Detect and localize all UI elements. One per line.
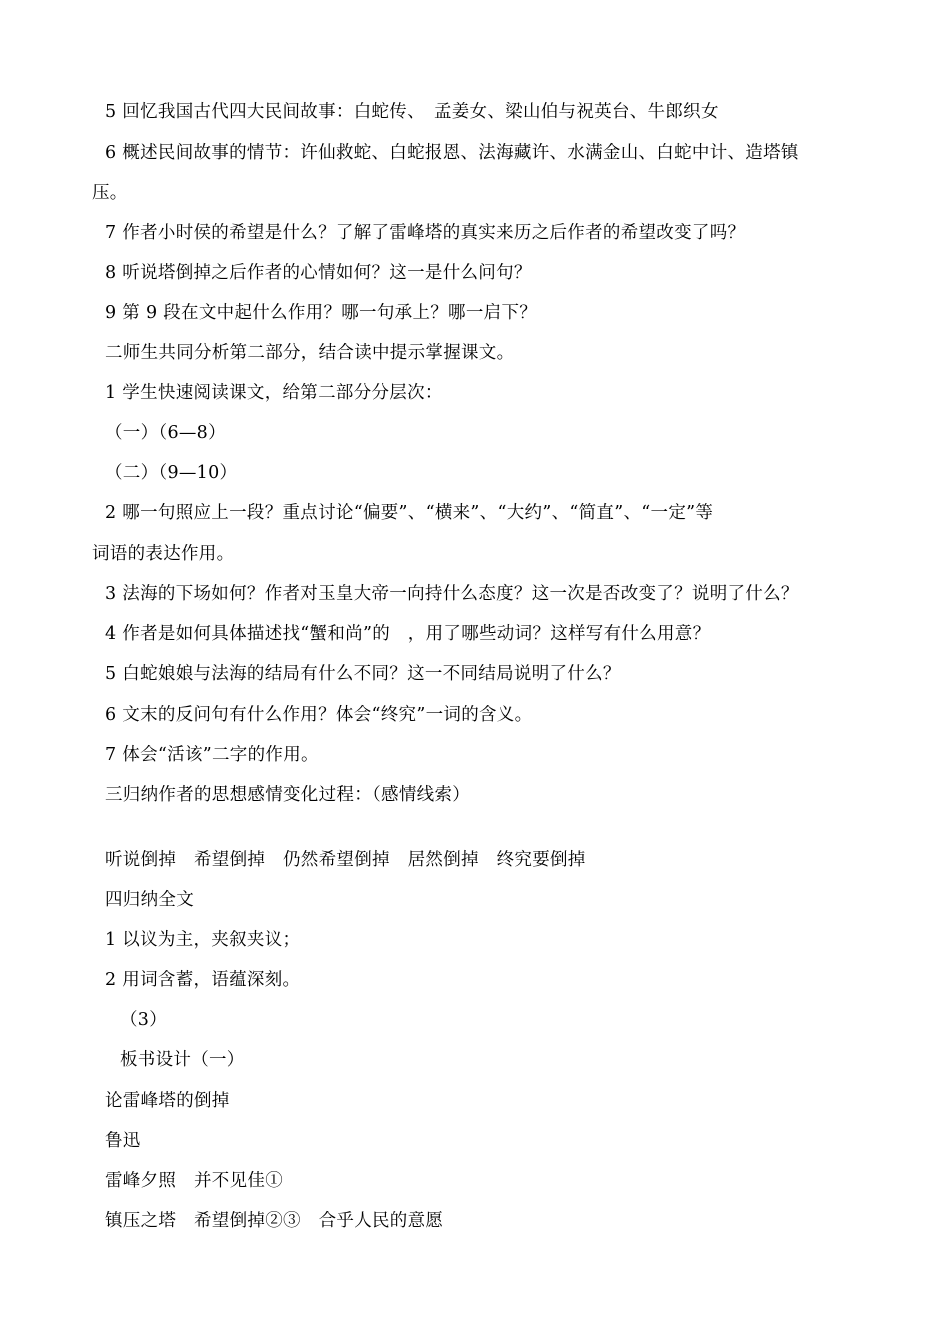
text-line-3: 压。 (92, 183, 128, 203)
text-line-18: 三归纳作者的思想感情变化过程：（感情线索） (105, 785, 471, 805)
text-line-12: 词语的表达作用。 (92, 544, 235, 564)
text-line-14: 4 作者是如何具体描述找“蟹和尚”的 ，用了哪些动词？这样写有什么用意？ (105, 624, 711, 644)
text-line-2: 6 概述民间故事的情节：许仙救蛇、白蛇报恩、法海藏许、水满金山、白蛇中计、造塔镇 (105, 143, 799, 163)
text-line-8: 1 学生快速阅读课文，给第二部分分层次： (105, 383, 443, 403)
text-line-25: 论雷峰塔的倒掉 (105, 1091, 230, 1111)
text-line-4: 7 作者小时侯的希望是什么？了解了雷峰塔的真实来历之后作者的希望改变了吗？ (105, 223, 746, 243)
text-line-23: （3） (120, 1010, 168, 1030)
text-line-9: （一）（6—8） (105, 423, 226, 443)
text-line-21: 1 以议为主，夹叙夹议； (105, 930, 301, 950)
text-line-15: 5 白蛇娘娘与法海的结局有什么不同？这一不同结局说明了什么？ (105, 664, 621, 684)
text-line-10: （二）（9—10） (105, 463, 238, 483)
text-line-20: 四归纳全文 (105, 890, 194, 910)
text-line-17: 7 体会“活该”二字的作用。 (105, 745, 319, 765)
text-line-6: 9 第 9 段在文中起什么作用？哪一句承上？哪一启下？ (105, 303, 538, 323)
text-line-16: 6 文末的反问句有什么作用？体会“终究”一词的含义。 (105, 705, 533, 725)
text-line-1: 5 回忆我国古代四大民间故事：白蛇传、 孟姜女、梁山伯与祝英台、牛郎织女 (105, 102, 719, 122)
text-line-28: 镇压之塔 希望倒掉②③ 合乎人民的意愿 (105, 1211, 444, 1231)
text-line-27: 雷峰夕照 并不见佳① (105, 1171, 283, 1191)
text-line-5: 8 听说塔倒掉之后作者的心情如何？这一是什么问句？ (105, 263, 532, 283)
text-line-19: 听说倒掉 希望倒掉 仍然希望倒掉 居然倒掉 终究要倒掉 (105, 850, 586, 870)
text-line-13: 3 法海的下场如何？作者对玉皇大帝一向持什么态度？这一次是否改变了？说明了什么？ (105, 584, 799, 604)
text-line-7: 二师生共同分析第二部分，结合读中提示掌握课文。 (105, 343, 515, 363)
text-line-11: 2 哪一句照应上一段？重点讨论“偏要”、“横来”、“大约”、“简直”、“一定”等 (105, 503, 714, 523)
text-line-24: 板书设计（一） (120, 1050, 245, 1070)
text-line-22: 2 用词含蓄，语蕴深刻。 (105, 970, 301, 990)
text-line-26: 鲁迅 (105, 1131, 141, 1151)
